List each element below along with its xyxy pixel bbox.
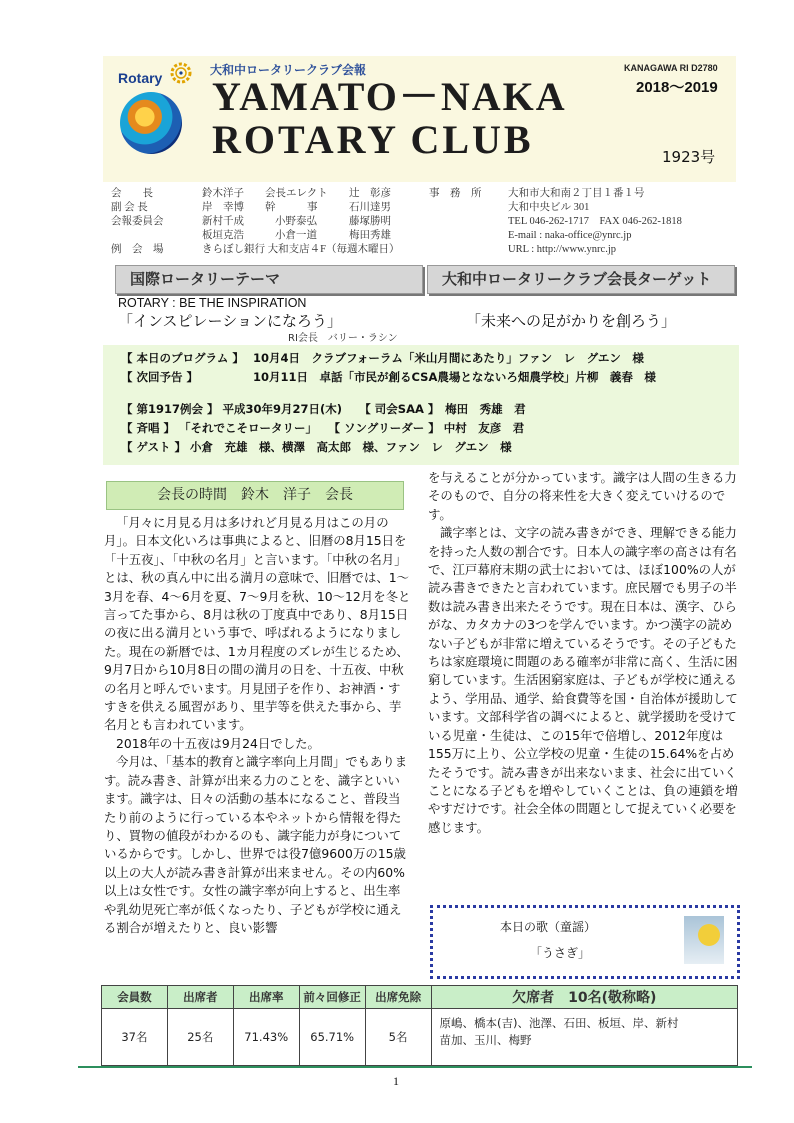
office-building: 大和中央ビル 301 (508, 202, 590, 213)
article-left-column (104, 514, 412, 937)
paragraph: 2018年の十五夜は9月24日でした。 (116, 735, 320, 751)
issue-number: 1923号 (662, 148, 716, 166)
table-row (102, 1009, 738, 1066)
office-address: 大和市大和南２丁目１番１号 (508, 188, 645, 199)
officer-name: 鈴木洋子 (202, 188, 244, 199)
venue-value: きらぼし銀行 大和支店４F（毎週木曜日） (202, 244, 400, 255)
header-rate: 出席率 (233, 986, 299, 1009)
masthead-title-line2: ROTARY CLUB (212, 117, 534, 162)
song-info: 【 斉唱 】 「それでこそロータリー」 【 ソングリーダー 】 中村 友彦 君 (121, 421, 525, 435)
program-box (103, 345, 739, 465)
ri-theme-heading: 国際ロータリーテーマ (115, 265, 423, 294)
officer-name: 藤塚勝明 (349, 216, 391, 227)
officers-row (103, 216, 736, 228)
absent-line: 原嶋、橋本(吉)、池澤、石田、板垣、岸、新村 (439, 1016, 679, 1030)
officers-row (103, 202, 736, 214)
district-label: KANAGAWA RI D2780 (624, 63, 718, 73)
office-label: 事 務 所 (429, 188, 482, 199)
officer-name: 新村千成 (202, 216, 244, 227)
attendance-table (101, 985, 738, 1066)
office-phone: TEL 046-262-1717 FAX 046-262-1818 (508, 216, 682, 227)
ri-theme-japanese: 「インスピレーションになろう」 (118, 312, 342, 330)
masthead-subtitle: 大和中ロータリークラブ会報 (210, 63, 367, 77)
officer-name: 石川達男 (349, 202, 391, 213)
masthead-title-line1: YAMATO－NAKA (212, 74, 567, 119)
guests-info: 【 ゲスト 】 小倉 充雄 様、横澤 高太郎 様、ファン レ グエン 様 (121, 440, 512, 454)
officer-role: 会長エレクト (265, 188, 328, 199)
officers-row (103, 188, 736, 200)
today-program-label: 【 本日のプログラム 】 (121, 351, 244, 365)
cell-corrected: 65.71% (299, 1009, 365, 1066)
header-exempt: 出席免除 (365, 986, 431, 1009)
song-name: 「うさぎ」 (530, 946, 591, 960)
cell-attendees: 25名 (167, 1009, 233, 1066)
next-program-label: 【 次回予告 】 (121, 370, 199, 384)
office-url: URL : http://www.ynrc.jp (508, 244, 617, 255)
ri-president: RI会長 バリー・ラシン (288, 333, 398, 344)
officers-row (103, 230, 736, 242)
officers-block (103, 186, 736, 258)
next-program-text: 10月11日 卓話「市民が創るCSA農場となないろ畑農学校」片柳 義春 様 (253, 370, 656, 384)
swirl-emblem-icon (120, 92, 182, 154)
club-target: 「未来への足がかりを創ろう」 (466, 312, 677, 330)
cell-members: 37名 (102, 1009, 168, 1066)
header-corrected: 前々回修正 (299, 986, 365, 1009)
paragraph: 「月々に月見る月は多けれど月見る月はこの月の月」。日本文化いろは事典によると、旧暦の8月15日を「十五夜」、「中秋の名月」と言います。「中秋の名月」とは、秋の真ん中に出る満月の意味で、旧暦では、1～3月を春、4～6月を夏、7～9月を秋、10～12月を冬と言ってた事から、8月は秋の丁度真中であり、8月15日の夜に出る満月という事で、呼ばれるようになりました。現在の新暦では、1カ月程度のズレが生じるため、9月7日から10月8日の間の満月の日を、十五夜、中秋の名月と呼んでいます。月見団子を作り、お神酒・すすきを供える風習があり、里芋等を供えた事から、芋名月とも言われています。 (104, 515, 411, 733)
officer-role: 幹 事 (265, 202, 318, 213)
officers-row (103, 244, 736, 256)
officer-name: 板垣克浩 (202, 230, 244, 241)
paragraph: 今月は、「基本的教育と識字率向上月間」でもあります。読み書き、計算が出来る力のことを、識字といいます。識字は、日々の活動の基本になること、普段当たり前のように行っている本やネットから情報を得たり、買物の値段がわかるのも、識字能力が身についているからです。しかし、世界では役7億9600万の15歳以上の大人が読み書き計算が出来ません。その内60%以上は女性です。女性の識字率が向上すると、出生率や乳幼児死亡率が低くなったり、子どもが学校に通える割合が増えたりと、良い影響 (104, 754, 408, 935)
paragraph: を与えることが分かっています。識字は人間の生きる力そのもので、自分の将来性を大きく変えていけるのです。 (428, 470, 737, 522)
paragraph: 識字率とは、文字の読み書きができ、理解できる能力を持った人数の割合です。日本人の識字率の高さは有名で、江戸幕府末期の武士においては、ほぼ100%の人が読み書きできたと言われています。庶民層でも男子の半数は読み書き出来たそうです。現在日本は、漢字、ひらがな、カタカナの3つを学んでいます。かつ漢字の読めない子どもが非常に増えているそうです。その子どもたちは家庭環境に問題のある確率が非常に高く、生活に困窮しています。生活困窮家庭は、子どもが学校に通えるよう、学用品、通学、給食費等を国・自治体が援助しています。文部科学省の調べによると、就学援助を受けている児童・生徒は、この15年で倍増し、2012年度は155万に上り、公立学校の児童・生徒の15.64%を占めたそうです。読み書きが出来ないまま、社会に出ていくことになる子どもを増やしていくことは、負の連鎖を増やすだけです。社会全体の問題として捉えていく必要を感じます。 (428, 525, 738, 835)
club-target-heading: 大和中ロータリークラブ会長ターゲット (427, 265, 735, 294)
cell-exempt: 5名 (365, 1009, 431, 1066)
officer-role: 副 会 長 (111, 202, 148, 213)
ri-theme-english: ROTARY : BE THE INSPIRATION (118, 296, 307, 310)
cell-rate: 71.43% (233, 1009, 299, 1066)
table-header-row (102, 986, 738, 1009)
rotary-wheel-icon (170, 62, 192, 84)
officer-name: 辻 彰彦 (349, 188, 391, 199)
header-absent: 欠席者 10名(敬称略) (431, 986, 737, 1009)
officer-name: 小倉一道 (275, 230, 317, 241)
absent-line: 苗加、玉川、梅野 (439, 1033, 532, 1047)
today-program-text: 10月4日 クラブフォーラム「米山月間にあたり」ファン レ グエン 様 (253, 351, 644, 365)
cell-absent (431, 1009, 737, 1066)
footer-divider (78, 1066, 752, 1068)
header-members: 会員数 (102, 986, 168, 1009)
meeting-info: 【 第1917例会 】 平成30年9月27日(木) 【 司会SAA 】 梅田 秀雄 君 (121, 402, 526, 416)
officer-role: 会報委員会 (111, 216, 164, 227)
page-number: 1 (393, 1074, 399, 1088)
venue-label: 例 会 場 (111, 244, 164, 255)
header-attendees: 出席者 (167, 986, 233, 1009)
article-right-column (428, 469, 738, 837)
song-title: 本日の歌（童謡） (500, 920, 597, 934)
officer-name: 梅田秀雄 (349, 230, 391, 241)
rotary-year: 2018～2019 (636, 79, 718, 96)
rotary-logo-text: Rotary (118, 70, 163, 86)
office-email: E-mail : naka-office@ynrc.jp (508, 230, 632, 241)
president-heading: 会長の時間 鈴木 洋子 会長 (106, 481, 404, 510)
moon-icon (698, 924, 720, 946)
officer-name: 岸 幸博 (202, 202, 244, 213)
officer-role: 会 長 (111, 188, 153, 199)
officer-name: 小野泰弘 (275, 216, 317, 227)
